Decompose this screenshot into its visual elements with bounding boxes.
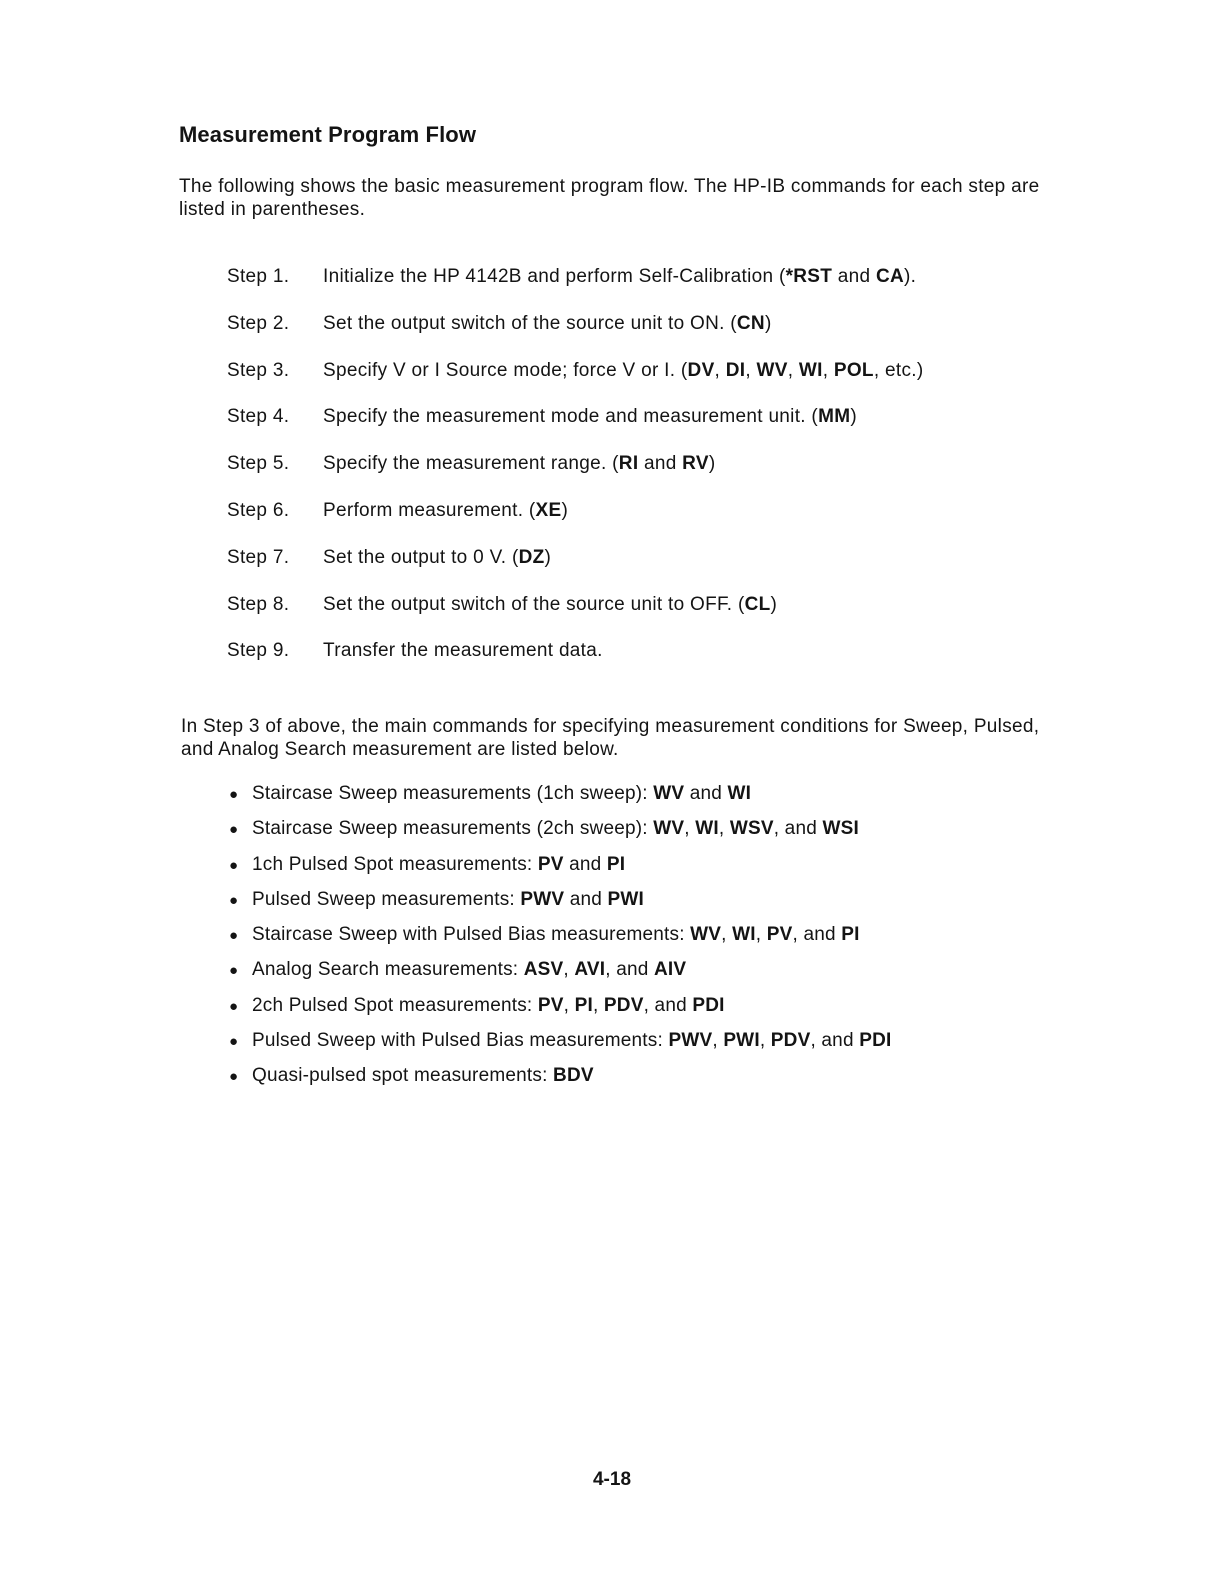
list-item [229,783,891,818]
text-segment: Quasi-pulsed spot measurements: [252,1065,554,1087]
text-segment: , [721,924,733,946]
text-segment: ). [904,266,917,287]
text-segment: Specify the measurement mode and measurement unit. ( [323,406,819,428]
command-code: WSV [729,818,774,840]
list-item-text [252,959,686,981]
text-segment: and [564,888,608,910]
bullet-icon: ● [229,1033,239,1051]
text-segment: ) [544,546,552,568]
text-segment: Set the output switch of the source unit to ON. ( [323,312,737,334]
bullet-icon: ● [229,821,239,839]
text-segment: , [755,924,767,946]
step-item [227,360,923,407]
list-item [229,889,891,924]
command-code: WV [756,359,788,381]
text-segment: and [638,453,683,475]
text-segment: , [592,994,604,1016]
list-item-text [252,924,860,946]
text-segment: ) [770,593,778,615]
step-list [227,266,923,687]
command-code: WSI [822,818,859,840]
text-segment: Set the output to 0 V. ( [323,546,519,568]
page-title: Measurement Program Flow [179,122,477,147]
step-text [323,360,923,382]
text-segment: , [712,1030,724,1052]
step-label: Step 3. [227,359,290,381]
text-segment: , and [810,1030,860,1052]
step-item [227,406,923,453]
step-text [323,500,568,522]
step-text [323,547,551,569]
commands-paragraph: In Step 3 of above, the main commands for specifying measurement conditions for Sweep, Pulsed, and Analog Search measurement are listed below. [181,716,1040,760]
command-code: AVI [574,959,606,981]
text-segment: and [684,783,728,804]
command-code: PWV [668,1030,713,1052]
command-code: POL [833,359,874,381]
text-segment: , etc.) [873,359,924,381]
command-code: PDI [692,994,725,1016]
command-code: RI [618,453,639,475]
command-code: PV [537,853,564,875]
list-item [229,924,891,959]
command-code: PDV [603,994,644,1016]
list-item [229,818,891,853]
command-code: RV [682,453,709,475]
list-item-text [252,1065,594,1087]
step-label: Step 7. [227,546,290,568]
command-code: PDI [859,1030,892,1052]
text-segment: , and [792,924,842,946]
text-segment: Staircase Sweep measurements (2ch sweep): [252,818,654,840]
text-segment: , [563,959,575,981]
command-code: *RST [785,266,833,287]
step-label: Step 2. [227,312,290,334]
text-segment: , [563,994,575,1016]
text-segment: and [563,853,607,875]
text-segment: Pulsed Sweep measurements: [252,888,521,910]
step-item [227,500,923,547]
command-code: WV [653,818,685,840]
command-code: PI [606,853,626,875]
command-code: XE [535,499,562,521]
list-item [229,1030,891,1065]
step-item [227,640,923,687]
text-segment: Set the output switch of the source unit to OFF. ( [323,593,745,615]
text-segment: and [832,266,876,287]
text-segment: ) [764,312,772,334]
text-segment: , [745,359,757,381]
list-item-text [252,818,859,840]
text-segment: Staircase Sweep with Pulsed Bias measurements: [252,924,691,946]
text-segment: Pulsed Sweep with Pulsed Bias measurements: [252,1030,669,1052]
list-item-text [252,1030,891,1052]
text-segment: , and [605,959,655,981]
command-code: WV [690,924,722,946]
text-segment: 1ch Pulsed Spot measurements: [252,853,538,875]
step-label: Step 4. [227,406,290,428]
list-item [229,995,891,1030]
text-segment: ) [561,499,569,521]
step-label: Step 5. [227,453,290,475]
command-code: PWI [607,888,645,910]
list-item-text [252,995,725,1017]
bullet-icon: ● [229,927,239,945]
command-code: CA [875,266,905,287]
text-segment: Analog Search measurements: [252,959,524,981]
command-code: CL [744,593,771,615]
step-item [227,594,923,641]
command-code: MM [818,406,851,428]
command-code: PDV [770,1030,811,1052]
step-text [323,313,772,335]
step-text [323,594,777,616]
list-item [229,959,891,994]
intro-paragraph: The following shows the basic measurement program flow. The HP-IB commands for each step are listed in parentheses. [179,176,1040,220]
command-code: PWI [723,1030,760,1052]
step-item [227,266,923,313]
measurement-command-list [229,783,891,1101]
command-code: WI [798,359,823,381]
text-segment: , [684,818,696,840]
step-label: Step 1. [227,266,290,287]
step-label: Step 9. [227,640,290,662]
bullet-icon: ● [229,962,239,980]
text-segment: 2ch Pulsed Spot measurements: [252,994,538,1016]
command-code: DV [687,359,715,381]
bullet-icon: ● [229,1068,239,1086]
list-item-text [252,889,644,911]
text-segment: ) [850,406,857,428]
text-segment: , [718,818,730,840]
text-segment: , and [643,994,693,1016]
text-segment: Staircase Sweep measurements (1ch sweep): [252,783,654,804]
step-item [227,547,923,594]
text-segment: Specify V or I Source mode; force V or I. ( [323,359,688,381]
command-code: AIV [654,959,687,981]
text-segment: , [787,359,799,381]
step-text [323,453,715,475]
command-code: PI [574,994,593,1016]
command-code: BDV [553,1065,594,1087]
command-code: DI [725,359,746,381]
command-code: ASV [523,959,564,981]
command-code: WI [727,783,752,804]
command-code: WV [653,783,685,804]
list-item [229,854,891,889]
command-code: PV [766,924,793,946]
text-segment: , [822,359,834,381]
text-segment: ) [708,453,716,475]
bullet-icon: ● [229,891,239,909]
text-segment: Initialize the HP 4142B and perform Self-Calibration ( [323,266,786,287]
list-item [229,1065,891,1100]
bullet-icon: ● [229,786,239,803]
bullet-icon: ● [229,856,239,874]
command-code: WI [732,924,756,946]
command-code: WI [695,818,719,840]
list-item-text [252,854,625,876]
bullet-icon: ● [229,997,239,1015]
command-code: DZ [518,546,545,568]
text-segment: , [714,359,726,381]
step-text [323,406,857,428]
step-text [323,640,603,662]
text-segment: Specify the measurement range. ( [323,453,619,475]
list-item-text [252,783,751,805]
command-code: PV [537,994,564,1016]
step-label: Step 8. [227,593,290,615]
text-segment: Transfer the measurement data. [323,640,603,662]
text-segment: , [759,1030,771,1052]
text-segment: , and [773,818,823,840]
command-code: PWV [520,888,565,910]
step-text [323,266,916,288]
text-segment: Perform measurement. ( [323,499,536,521]
step-label: Step 6. [227,499,290,521]
step-item [227,313,923,360]
page-number: 4-18 [592,1469,632,1490]
command-code: PI [841,924,860,946]
command-code: CN [736,312,765,334]
step-item [227,453,923,500]
